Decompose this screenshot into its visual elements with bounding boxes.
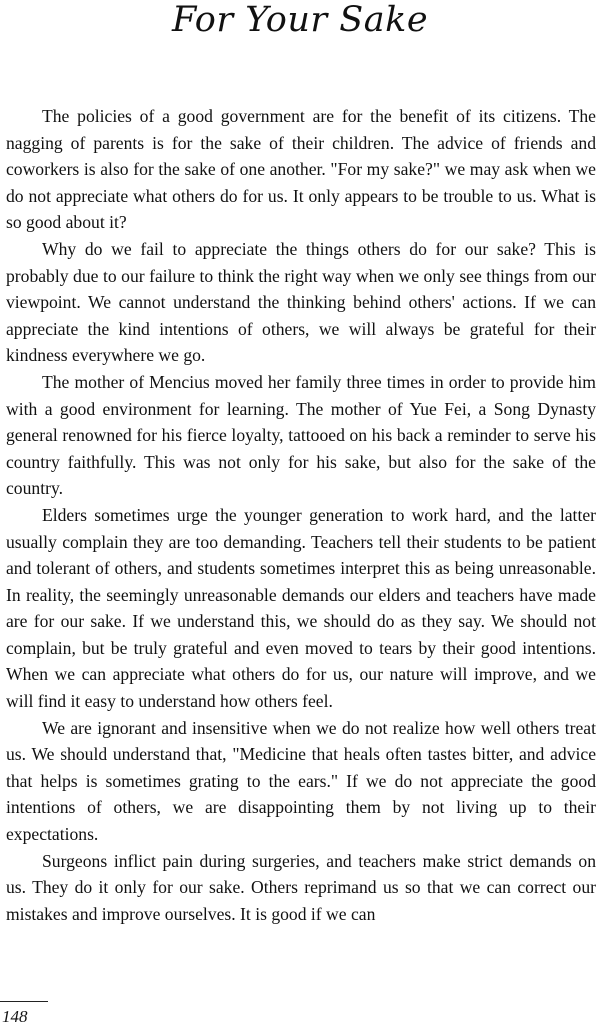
- paragraph: Surgeons inflict pain during surgeries, and teachers make strict demands on us. They do it only for our sake. Others reprimand us so that we can correct our mistakes and improve ourselves. It is good if we can: [6, 850, 596, 924]
- paragraph: Elders sometimes urge the younger generation to work hard, and the latter usually complain they are too demanding. Teachers tell their students to be patient and tolerant of others, and students sometimes interpret this as being unreasonable. In reality, the seemingly unreasonable demands our elders and teachers have made are for our sake. If we understand this, we should do as they say. We should not complain, but be truly grateful and even moved to tears by their good intentions. When we can appreciate what others do for us, our nature will improve, and we will find it easy to understand how others feel.: [6, 504, 596, 712]
- paragraph: The policies of a good government are for the benefit of its citizens. The nagging of parents is for the sake of their children. The advice of friends and coworkers is also for the sake of one another. "For my sake?" we may ask when we do not appreciate what others do for us. It only appears to be trouble to us. What is so good about it?: [6, 106, 596, 233]
- paragraph: The mother of Mencius moved her family three times in order to provide him with a good environment for learning. The mother of Yue Fei, a Song Dynasty general renowned for his fierce loyalty, tattooed on his back a reminder to serve his country faithfully. This was not only for his sake, but also for the sake of the country.: [6, 371, 596, 499]
- paragraph: We are ignorant and insensitive when we do not realize how well others treat us. We should understand that, "Medicine that heals often tastes bitter, and advice that helps is sometimes grating to the ears." If we do not appreciate the good intentions of others, we are disappointing them by not living up to their expectations.: [6, 717, 596, 845]
- body-text: [6, 103, 596, 927]
- page-number: 148: [2, 1007, 28, 1026]
- footer-rule: [0, 1001, 48, 1002]
- chapter-title: For Your Sake: [171, 0, 429, 40]
- paragraph: Why do we fail to appreciate the things others do for our sake? This is probably due to our failure to think the right way when we only see things from our viewpoint. We cannot understand the thinking behind others' actions. If we can appreciate the kind intentions of others, we will always be grateful for their kindness everywhere we go.: [6, 238, 596, 366]
